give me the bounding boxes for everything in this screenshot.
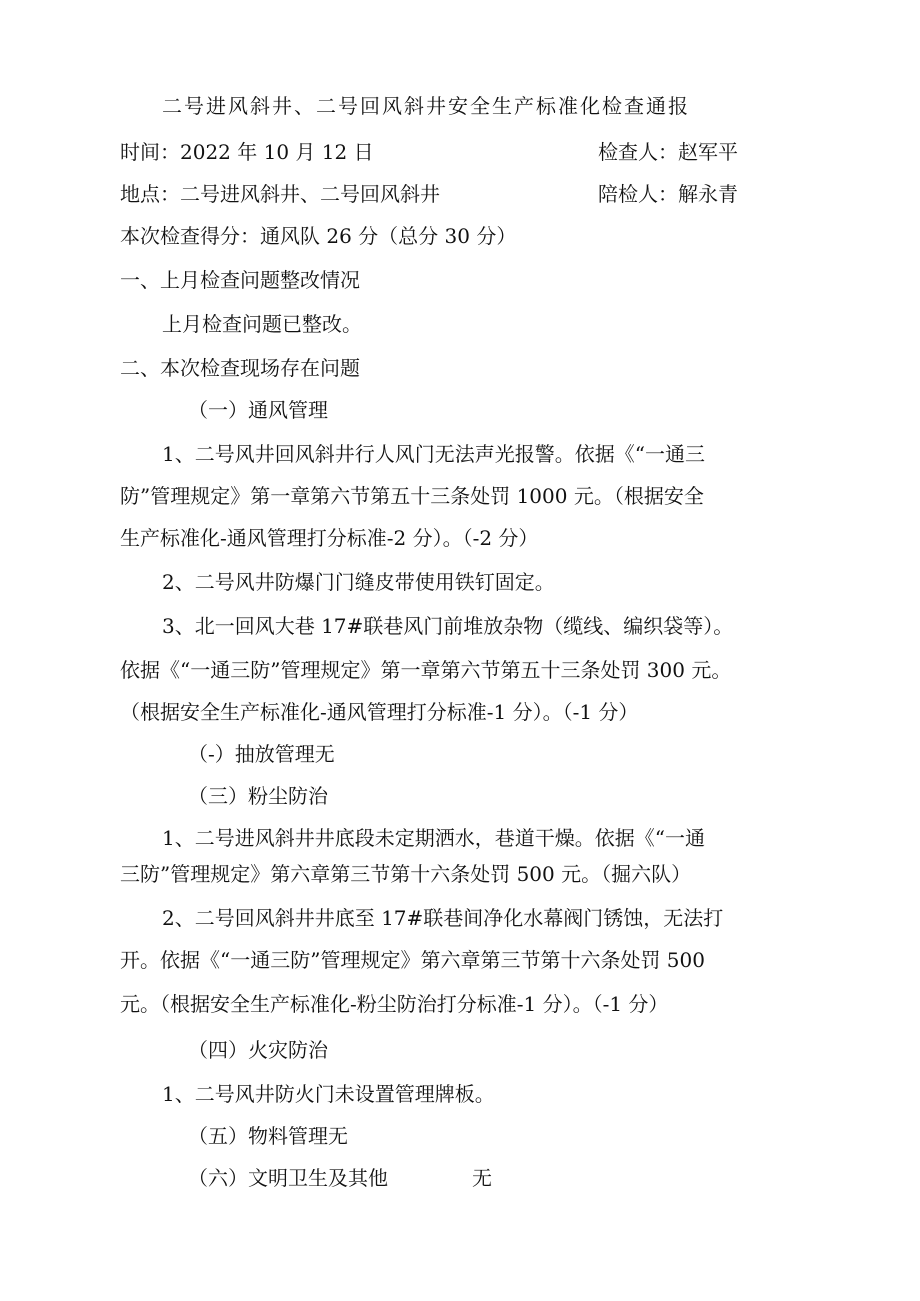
materials-heading: （五）物料管理无 — [188, 1124, 348, 1148]
fire-item1: 1、二号风井防火门未设置管理牌板。 — [162, 1082, 495, 1106]
document-title: 二号进风斜井、二号回风斜井安全生产标准化检查通报 — [162, 94, 690, 118]
fire-heading: （四）火灾防治 — [188, 1038, 328, 1062]
ventilation-item1-line3: 生产标准化-通风管理打分标准-2 分）。（-2 分） — [120, 526, 539, 550]
ventilation-item1-line1: 1、二号风井回风斜井行人风门无法声光报警。依据《“一通三 — [162, 442, 705, 466]
inspection-location: 地点：二号进风斜井、二号回风斜井 — [120, 182, 440, 206]
inspection-score: 本次检查得分：通风队 26 分（总分 30 分） — [120, 224, 517, 248]
inspection-time: 时间：2022 年 10 月 12 日 — [120, 140, 374, 164]
ventilation-item3-line3: （根据安全生产标准化-通风管理打分标准-1 分）。（-1 分） — [120, 700, 639, 724]
ventilation-item2: 2、二号风井防爆门门缝皮带使用铁钉固定。 — [162, 570, 555, 594]
ventilation-item1-line2: 防”管理规定》第一章第六节第五十三条处罚 1000 元。（根据安全 — [120, 484, 704, 508]
section2-heading: 二、本次检查现场存在问题 — [120, 356, 360, 380]
dust-heading: （三）粉尘防治 — [188, 784, 328, 808]
ventilation-item3-line2: 依据《“一通三防”管理规定》第一章第六节第五十三条处罚 300 元。 — [120, 658, 732, 682]
accompanying-inspector: 陪检人：解永青 — [598, 182, 738, 206]
section1-heading: 一、上月检查问题整改情况 — [120, 268, 360, 292]
ventilation-heading: （一）通风管理 — [188, 398, 328, 422]
dust-item1-line1: 1、二号进风斜井井底段未定期洒水，巷道干燥。依据《“一通 — [162, 826, 705, 850]
dust-item2-line2: 开。依据《“一通三防”管理规定》第六章第三节第十六条处罚 500 — [120, 948, 705, 972]
dust-item2-line3: 元。（根据安全生产标准化-粉尘防治打分标准-1 分）。（-1 分） — [120, 992, 669, 1016]
dust-item1-line2: 三防”管理规定》第六章第三节第十六条处罚 500 元。（掘六队） — [120, 862, 692, 886]
dust-item2-line1: 2、二号回风斜井井底至 17#联巷间净化水幕阀门锈蚀，无法打 — [162, 906, 724, 930]
inspector: 检查人：赵军平 — [598, 140, 738, 164]
extraction-heading: （-）抽放管理无 — [188, 742, 335, 766]
ventilation-item3-line1: 3、北一回风大巷 17#联巷风门前堆放杂物（缆线、编织袋等）。 — [162, 614, 734, 638]
civility-heading: （六）文明卫生及其他 — [188, 1166, 388, 1190]
civility-value: 无 — [472, 1166, 492, 1190]
section1-body: 上月检查问题已整改。 — [162, 312, 362, 336]
